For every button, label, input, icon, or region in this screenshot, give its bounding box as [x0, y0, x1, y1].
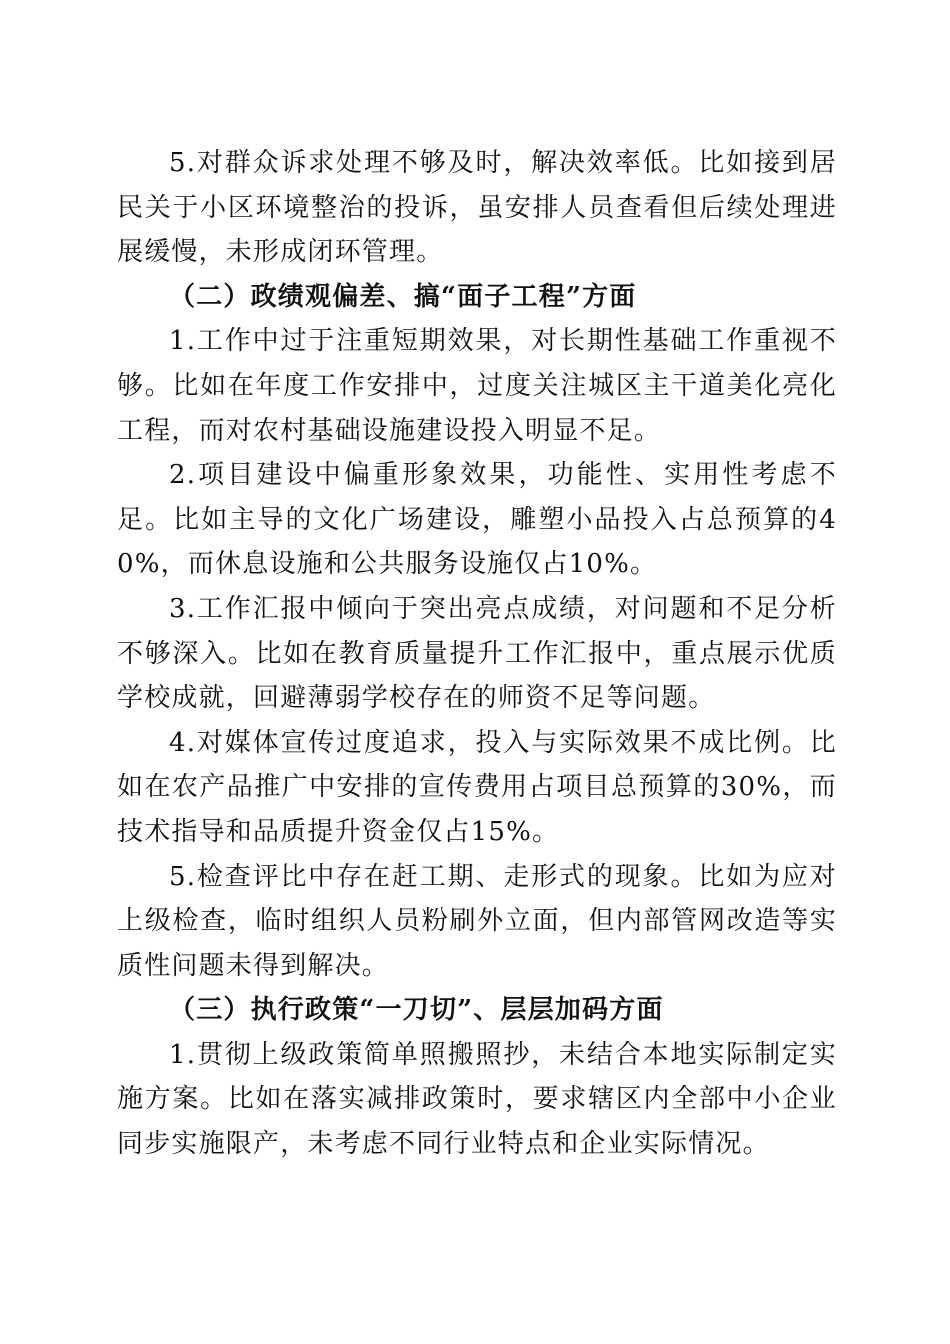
section-heading-2: （二）政绩观偏差、搞“面子工程”方面	[169, 281, 637, 312]
paragraph-item-1-policy: 1.贯彻上级政策简单照搬照抄，未结合本地实际制定实施方案。比如在落实减排政策时，要求辖区内全部中小企业同步实施限产，未考虑不同行业特点和企业实际情况。	[117, 1039, 837, 1160]
paragraph-item-3-reporting: 3.工作汇报中倾向于突出亮点成绩，对问题和不足分析不够深入。比如在教育质量提升工作汇报中，重点展示优质学校成就，回避薄弱学校存在的师资不足等问题。	[117, 593, 837, 714]
paragraph-item-1-short-term: 1.工作中过于注重短期效果，对长期性基础工作重视不够。比如在年度工作安排中，过度关注城区主干道美化亮化工程，而对农村基础设施建设投入明显不足。	[117, 326, 837, 446]
paragraph-item-2-image-projects: 2.项目建设中偏重形象效果，功能性、实用性考虑不足。比如主导的文化广场建设，雕塑小品投入占总预算的40%，而休息设施和公共服务设施仅占10%。	[117, 460, 837, 580]
section-heading-3: （三）执行政策“一刀切”、层层加码方面	[169, 995, 664, 1026]
paragraph-item-5-inspection: 5.检查评比中存在赶工期、走形式的现象。比如为应对上级检查，临时组织人员粉刷外立面，但内部管网改造等实质性问题未得到解决。	[117, 861, 837, 981]
paragraph-item-5-complaints: 5.对群众诉求处理不够及时，解决效率低。比如接到居民关于小区环境整治的投诉，虽安排人员查看但后续处理进展缓慢，未形成闭环管理。	[117, 148, 837, 268]
document-body	[117, 141, 837, 1167]
paragraph-item-4-media: 4.对媒体宣传过度追求，投入与实际效果不成比例。比如在农产品推广中安排的宣传费用占项目总预算的30%，而技术指导和品质提升资金仅占15%。	[117, 727, 837, 847]
